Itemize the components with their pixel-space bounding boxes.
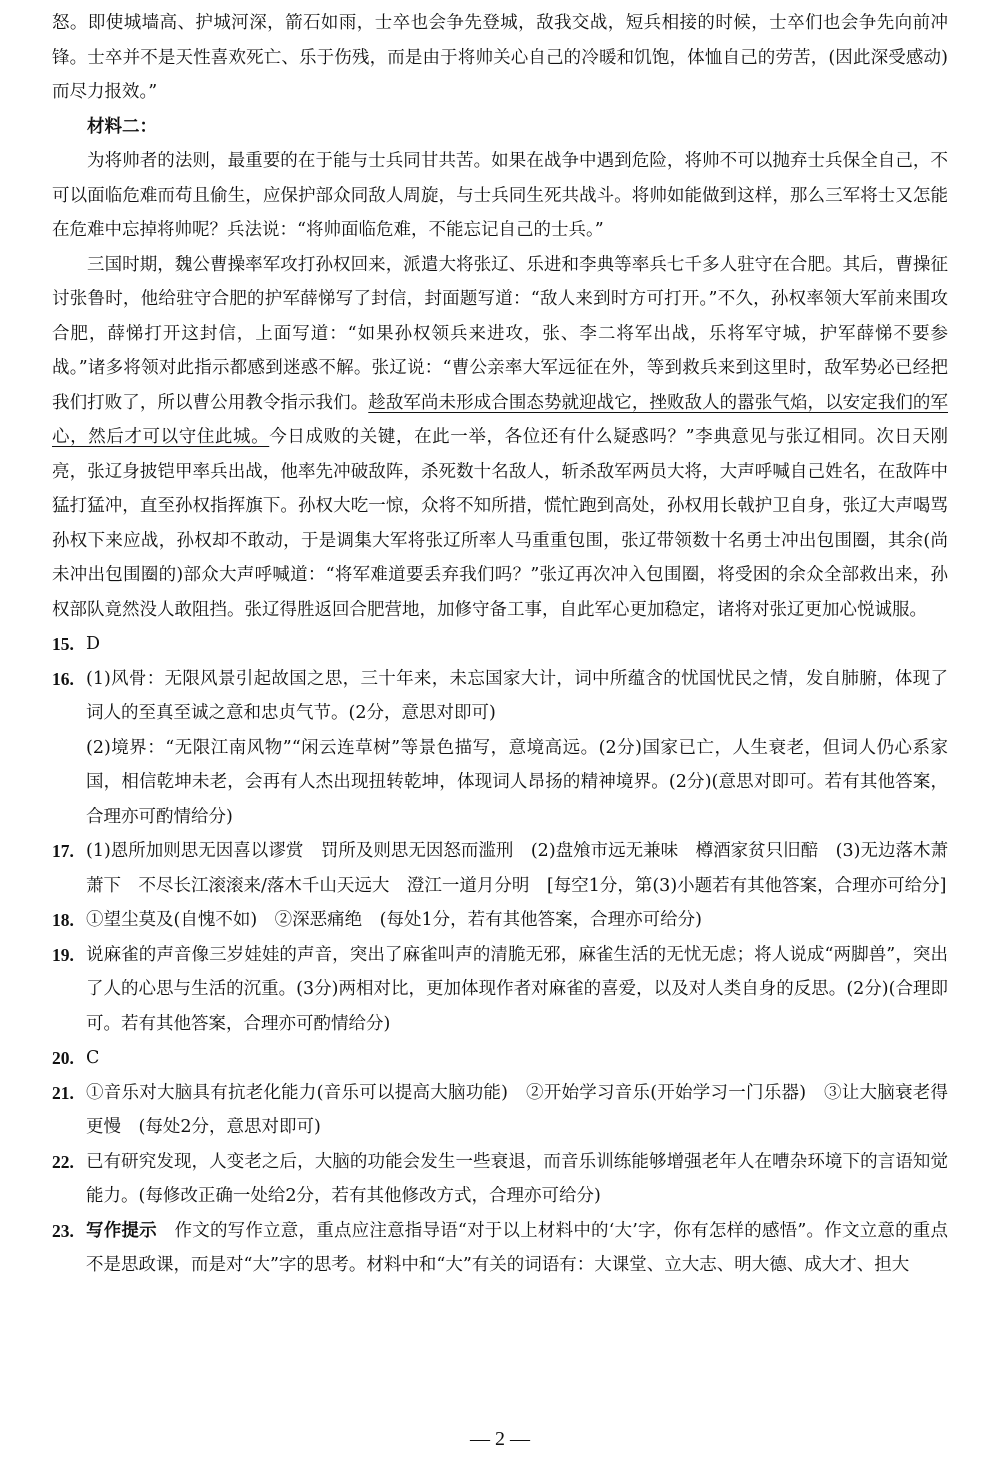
material2-paragraph-2-part-b: 今日成败的关键，在此一举，各位还有什么疑惑吗？”李典意见与张辽相同。次日天刚亮，张辽身披铠甲率兵出战，他率先冲破敌阵，杀死数十名敌人，斩杀敌军两员大将，大声呼喊自己姓名，在敌阵中猛打猛冲，直至孙权指挥旗下。孙权大吃一惊，众将不知所措，慌忙跑到高处，孙权用长戟护卫自身，张辽大声喝骂孙权下来应战，孙权却不敢动，于是调集大军将张辽所率人马重重包围，张辽带领数十名勇士冲出包围圈，其余(尚未冲出包围圈的)部众大声呼喊道：“将军难道要丢弃我们吗？”张辽再次冲入包围圈，将受困的余众全部救出来，孙权部队竟然没人敢阻挡。张辽得胜返回合肥营地，加修守备工事，自此军心更加稳定，诸将对张辽更加心悦诚服。 bbox=[52, 427, 949, 620]
answer-16-part-2: (2)境界：“无限江南风物”“闲云连草树”等景色描写，意境高远。(2分)国家已亡，人生衰老，但词人仍心系家国，相信乾坤未老，会再有人杰出现扭转乾坤，体现词人昂扬的精神境界。(2分)(意思对即可。若有其他答案，合理亦可酌情给分) bbox=[86, 737, 948, 827]
answer-number: 20. bbox=[52, 1048, 74, 1068]
answer-body bbox=[86, 662, 948, 835]
answer-text: ①音乐对大脑具有抗老化能力(音乐可以提高大脑功能) ②开始学习音乐(开始学习一门乐器) ③让大脑衰老得更慢 (每处2分，意思对即可) bbox=[86, 1082, 948, 1137]
answer-16 bbox=[52, 662, 948, 835]
answer-20 bbox=[52, 1041, 948, 1076]
answer-text: ①望尘莫及(自愧不如) ②深恶痛绝 (每处1分，若有其他答案，合理亦可给分) bbox=[86, 910, 702, 930]
answer-text: 已有研究发现，人变老之后，大脑的功能会发生一些衰退，而音乐训练能够增强老年人在嘈杂环境下的言语知觉能力。(每修改正确一处给2分，若有其他修改方式，合理亦可给分) bbox=[86, 1151, 948, 1206]
answer-text: 说麻雀的声音像三岁娃娃的声音，突出了麻雀叫声的清脆无邪，麻雀生活的无忧无虑；将人说成“两脚兽”，突出了人的心思与生活的沉重。(3分)两相对比，更加体现作者对麻雀的喜爱，以及对人类自身的反思。(2分)(合理即可。若有其他答案，合理亦可酌情给分) bbox=[86, 944, 948, 1034]
answer-15 bbox=[52, 627, 948, 662]
answer-number: 15. bbox=[52, 634, 74, 654]
material2-paragraph-1: 为将帅者的法则，最重要的在于能与士兵同甘共苦。如果在战争中遇到危险，将帅不可以抛弃士兵保全自己，不可以面临危难而苟且偷生，应保护部众同敌人周旋，与士兵同生死共战斗。将帅如能做到这样，那么三军将士又怎能在危难中忘掉将帅呢？兵法说：“将帅面临危难，不能忘记自己的士兵。” bbox=[52, 151, 948, 240]
material2-paragraph-2 bbox=[52, 248, 948, 628]
page-number: — 2 — bbox=[470, 1428, 530, 1450]
answer-16-part-1: (1)风骨：无限风景引起故国之思，三十年来，未忘国家大计，词中所蕴含的忧国忧民之情，发自肺腑，体现了词人的至真至诚之意和忠贞气节。(2分，意思对即可) bbox=[86, 668, 948, 723]
material1-tail-paragraph: 怒。即使城墙高、护城河深，箭石如雨，士卒也会争先登城，敌我交战，短兵相接的时候，士卒们也会争先向前冲锋。士卒并不是天性喜欢死亡、乐于伤残，而是由于将帅关心自己的冷暖和饥饱，体恤自己的劳苦，(因此深受感动)而尽力报效。” bbox=[52, 13, 948, 102]
answer-number: 16. bbox=[52, 668, 74, 689]
answer-text: D bbox=[86, 634, 101, 654]
answer-text: 作文的写作立意，重点应注意指导语“对于以上材料中的‘大’字，你有怎样的感悟”。作文立意的重点不是思政课，而是对“大”字的思考。材料中和“大”有关的词语有：大课堂、立大志、明大德、成大才、担大 bbox=[86, 1220, 949, 1275]
answer-number: 21. bbox=[52, 1082, 74, 1103]
answer-17 bbox=[52, 834, 948, 903]
answer-text: C bbox=[86, 1048, 100, 1068]
answer-19 bbox=[52, 938, 948, 1042]
answer-number: 23. bbox=[52, 1220, 74, 1241]
answer-text: (1)恩所加则思无因喜以谬赏 罚所及则思无因怒而滥刑 (2)盘飧市远无兼味 樽酒家贫只旧醅 (3)无边落木萧萧下 不尽长江滚滚来/落木千山天远大 澄江一道月分明 [每空1分，第(3)小题若有其他答案，合理亦可给分] bbox=[86, 841, 948, 896]
answer-18 bbox=[52, 903, 948, 938]
answer-number: 19. bbox=[52, 944, 74, 965]
answer-number: 18. bbox=[52, 910, 74, 930]
answer-22 bbox=[52, 1145, 948, 1214]
answer-21 bbox=[52, 1076, 948, 1145]
answer-23 bbox=[52, 1214, 948, 1283]
answer-number: 22. bbox=[52, 1151, 74, 1172]
writing-tip-label: 写作提示 bbox=[86, 1220, 157, 1241]
material2-paragraph-2-part-a: 三国时期，魏公曹操率军攻打孙权回来，派遣大将张辽、乐进和李典等率兵七千多人驻守在合肥。其后，曹操征讨张鲁时，他给驻守合肥的护军薛悌写了封信，封面题写道：“敌人来到时方可打开。”不久，孙权率领大军前来围攻合肥，薛悌打开这封信，上面写道：“如果孙权领兵来进攻，张、李二将军出战，乐将军守城，护军薛悌不要参战。”诸多将领对此指示都感到迷惑不解。张辽说：“曹公亲率大军远征在外，等到救兵来到这里时，敌军势必已经把我们打败了，所以曹公用教令指示我们。 bbox=[52, 254, 948, 413]
underlined-sentence: 趁敌军尚未形成合围态势就迎战它，挫败敌人的嚣张气焰，以安定我们的军心，然后才可以守住此城。 bbox=[52, 392, 949, 447]
answer-body bbox=[86, 1214, 948, 1283]
material2-heading: 材料二： bbox=[87, 116, 157, 137]
answer-number: 17. bbox=[52, 841, 74, 861]
